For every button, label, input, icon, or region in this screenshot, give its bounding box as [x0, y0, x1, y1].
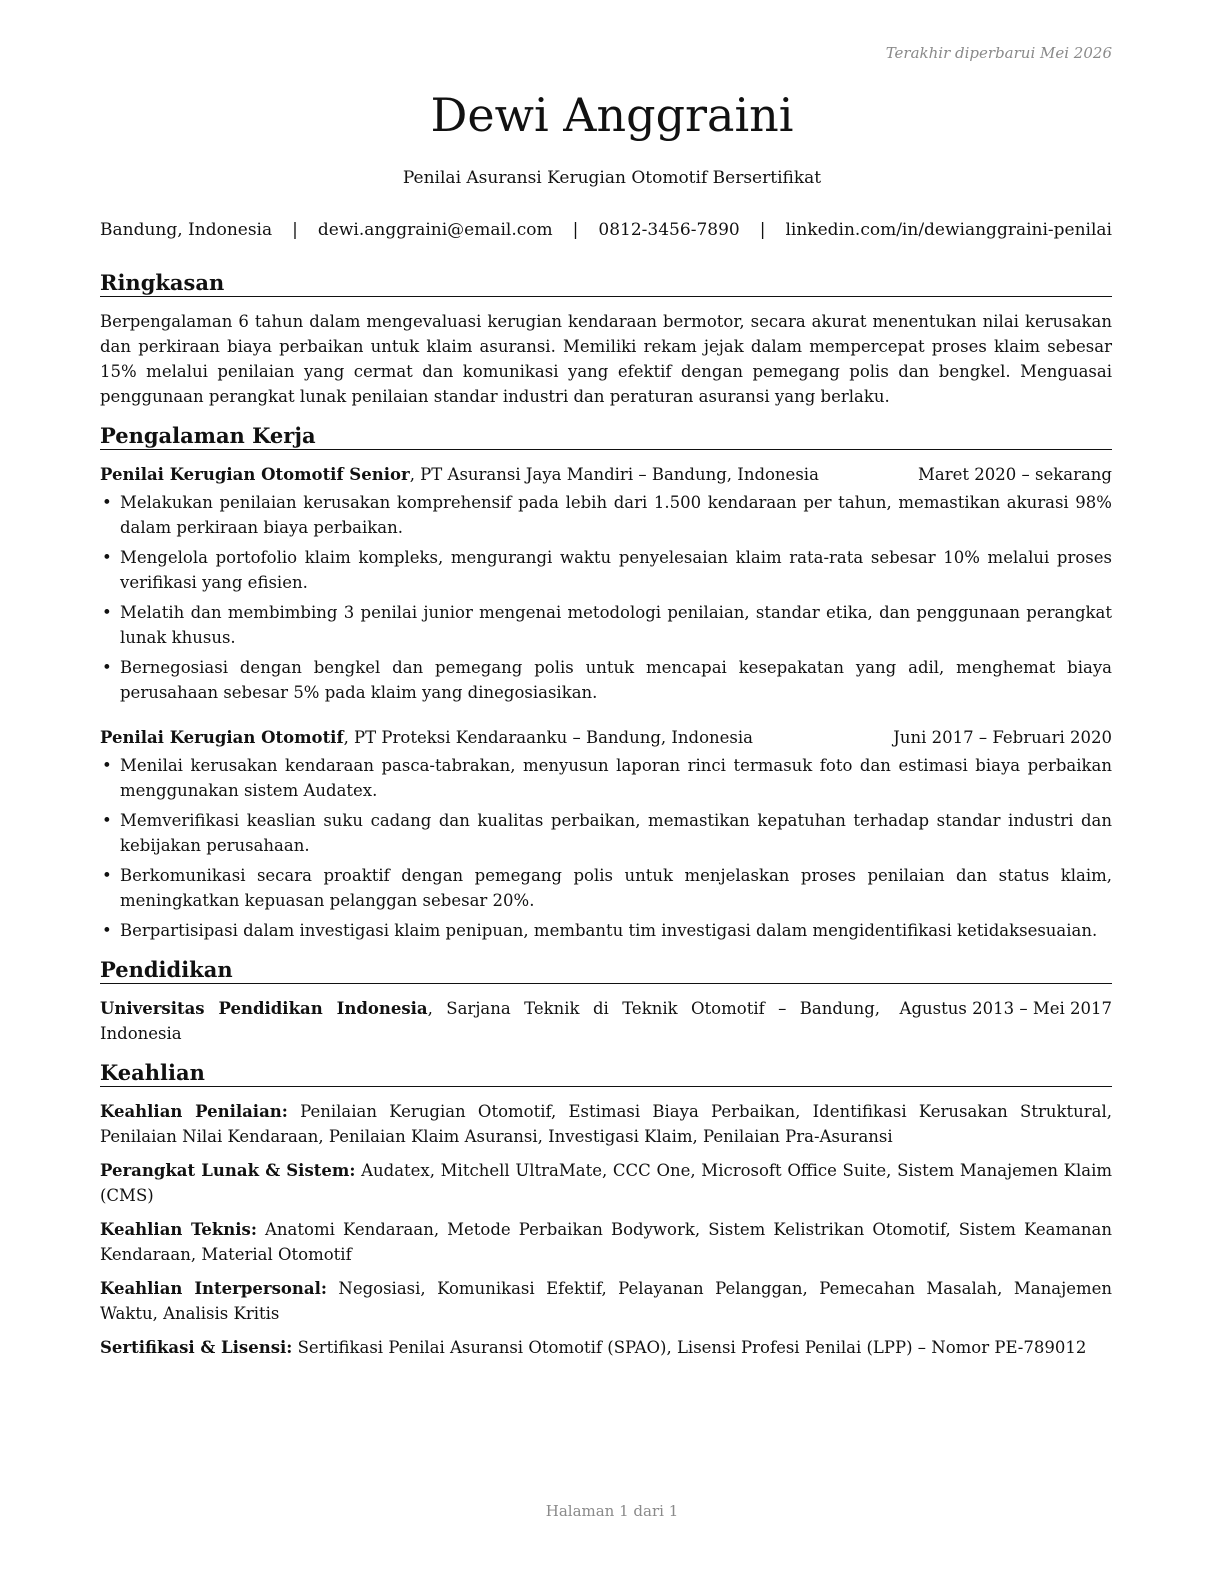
- summary-section: [100, 270, 1112, 409]
- education-dates: Agustus 2013 – Mei 2017: [899, 999, 1112, 1018]
- job-bullet: • Bernegosiasi dengan bengkel dan pemegang polis untuk mencapai kesepakatan yang adil, menghemat biaya perusahaan sebesar 5% pada klaim yang dinegosiasikan.: [100, 655, 1112, 705]
- job-bullet: • Berkomunikasi secara proaktif dengan pemegang polis untuk menjelaskan proses penilaian dan status klaim, meningkatkan kepuasan pelanggan sebesar 20%.: [100, 863, 1112, 913]
- job-title-line: [100, 462, 819, 487]
- section-title-education: Pendidikan: [100, 957, 1112, 984]
- contact-separator: |: [759, 220, 766, 240]
- job-company: , PT Asuransi Jaya Mandiri – Bandung, Indonesia: [409, 465, 819, 484]
- contact-email[interactable]: dewi.anggraini@email.com: [317, 220, 553, 240]
- job-bullet: • Melakukan penilaian kerusakan komprehensif pada lebih dari 1.500 kendaraan per tahun, memastikan akurasi 98% dalam perkiraan biaya perbaikan.: [100, 490, 1112, 540]
- job-bullets: [100, 753, 1112, 943]
- skill-text: Negosiasi, Komunikasi Efektif, Pelayanan Pelanggan, Pemecahan Masalah, Manajemen Waktu, Analisis Kritis: [100, 1279, 1112, 1323]
- skill-row: [100, 1276, 1112, 1326]
- skill-text: Penilaian Kerugian Otomotif, Estimasi Biaya Perbaikan, Identifikasi Kerusakan Struktural, Penilaian Nilai Kendaraan, Penilaian Klaim Asuransi, Investigasi Klaim, Penilaian Pra-Asuransi: [100, 1102, 1112, 1146]
- education-details: [100, 996, 880, 1046]
- job-dates: Maret 2020 – sekarang: [918, 465, 1112, 484]
- candidate-headline: Penilai Asuransi Kerugian Otomotif Bersertifikat: [402, 168, 822, 188]
- skill-label: Keahlian Teknis:: [100, 1220, 257, 1239]
- job-header: [100, 725, 1112, 750]
- page-number: Halaman 1 dari 1: [545, 1502, 679, 1520]
- section-title-experience: Pengalaman Kerja: [100, 423, 1112, 450]
- job-bullet: • Menilai kerusakan kendaraan pasca-tabrakan, menyusun laporan rinci termasuk foto dan estimasi biaya perbaikan menggunakan sistem Audatex.: [100, 753, 1112, 803]
- job-entry: [100, 462, 1112, 705]
- skill-label: Sertifikasi & Lisensi:: [100, 1338, 293, 1357]
- skill-row: [100, 1217, 1112, 1267]
- skill-row: [100, 1335, 1112, 1360]
- job-bullet: • Melatih dan membimbing 3 penilai junior mengenai metodologi penilaian, standar etika, dan penggunaan perangkat lunak khusus.: [100, 600, 1112, 650]
- skill-label: Perangkat Lunak & Sistem:: [100, 1161, 356, 1180]
- last-updated-note: Terakhir diperbarui Mei 2026: [885, 44, 1112, 62]
- resume-body: [100, 270, 1112, 1374]
- candidate-name: Dewi Anggraini: [430, 88, 794, 142]
- experience-section: [100, 423, 1112, 943]
- contact-separator: |: [292, 220, 298, 240]
- contact-linkedin[interactable]: linkedin.com/in/dewianggraini-penilai: [785, 220, 1112, 240]
- section-title-skills: Keahlian: [100, 1060, 1112, 1087]
- contact-separator: |: [572, 220, 579, 240]
- job-bullet: • Berpartisipasi dalam investigasi klaim penipuan, membantu tim investigasi dalam mengidentifikasi ketidaksesuaian.: [100, 918, 1112, 943]
- skill-text: Audatex, Mitchell UltraMate, CCC One, Microsoft Office Suite, Sistem Manajemen Klaim (CMS): [100, 1161, 1112, 1205]
- skill-text: Anatomi Kendaraan, Metode Perbaikan Bodywork, Sistem Kelistrikan Otomotif, Sistem Keamanan Kendaraan, Material Otomotif: [100, 1220, 1113, 1264]
- job-header: [100, 462, 1112, 487]
- job-bullet: • Memverifikasi keaslian suku cadang dan kualitas perbaikan, memastikan kepatuhan terhadap standar industri dan kebijakan perusahaan.: [100, 808, 1112, 858]
- summary-text: Berpengalaman 6 tahun dalam mengevaluasi kerugian kendaraan bermotor, secara akurat menentukan nilai kerusakan dan perkiraan biaya perbaikan untuk klaim asuransi. Memiliki rekam jejak dalam mempercepat proses klaim sebesar 15% melalui penilaian yang cermat dan komunikasi yang efektif dengan pemegang polis dan bengkel. Menguasai penggunaan perangkat lunak penilaian standar industri dan peraturan asuransi yang berlaku.: [100, 312, 1112, 406]
- job-title-line: [100, 725, 753, 750]
- section-title-summary: Ringkasan: [100, 270, 1112, 297]
- skill-label: Keahlian Interpersonal:: [100, 1279, 327, 1298]
- skills-section: [100, 1060, 1112, 1360]
- job-bullets: [100, 490, 1112, 705]
- job-entry: [100, 725, 1112, 943]
- contact-bar: [100, 220, 1112, 240]
- job-bullet: • Mengelola portofolio klaim kompleks, mengurangi waktu penyelesaian klaim rata-rata sebesar 10% melalui proses verifikasi yang efisien.: [100, 545, 1112, 595]
- job-role: Penilai Kerugian Otomotif Senior: [100, 465, 410, 484]
- education-entry: [100, 996, 1112, 1046]
- education-school: Universitas Pendidikan Indonesia: [100, 999, 428, 1018]
- job-role: Penilai Kerugian Otomotif: [100, 728, 344, 747]
- skill-row: [100, 1099, 1112, 1149]
- job-company: , PT Proteksi Kendaraanku – Bandung, Indonesia: [343, 728, 754, 747]
- contact-phone[interactable]: 0812-3456-7890: [598, 220, 740, 240]
- skill-row: [100, 1158, 1112, 1208]
- skill-label: Keahlian Penilaian:: [100, 1102, 288, 1121]
- education-degree: , Sarjana Teknik di Teknik Otomotif – Bandung, Indonesia: [100, 999, 880, 1043]
- skill-text: Sertifikasi Penilai Asuransi Otomotif (SPAO), Lisensi Profesi Penilai (LPP) – Nomor PE-789012: [292, 1338, 1087, 1357]
- job-dates: Juni 2017 – Februari 2020: [893, 728, 1112, 747]
- contact-location: Bandung, Indonesia: [100, 220, 273, 240]
- education-section: [100, 957, 1112, 1046]
